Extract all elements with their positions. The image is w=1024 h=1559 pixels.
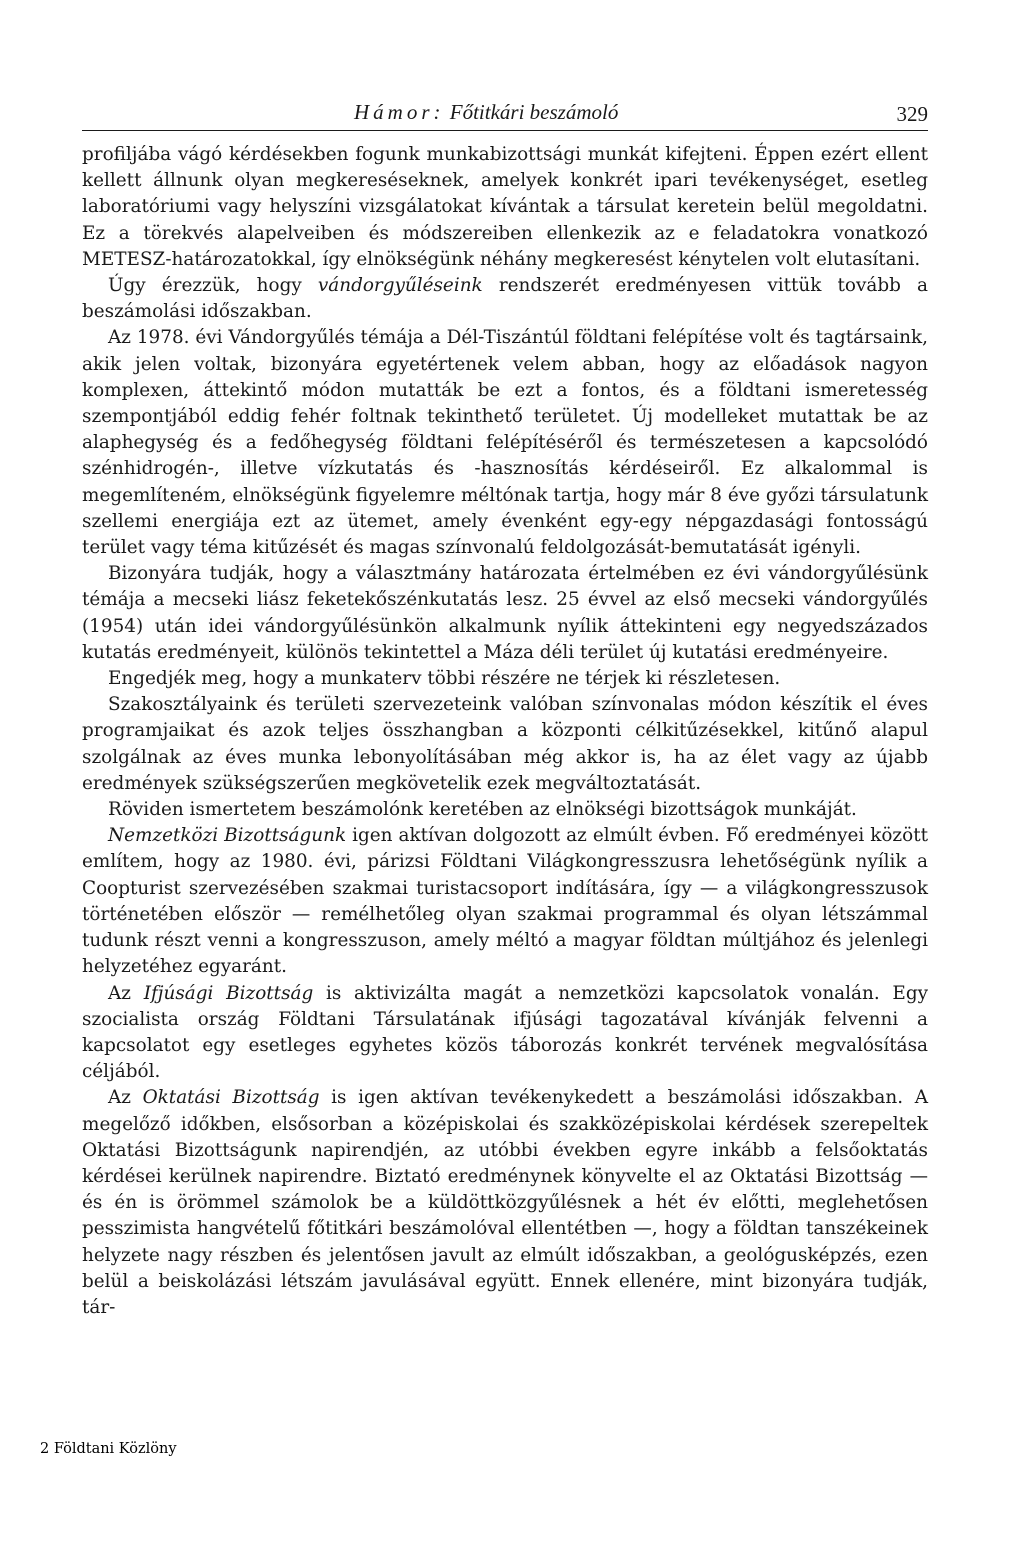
running-title: [354, 100, 618, 125]
italic-run: vándorgyűléseink: [317, 275, 483, 297]
text-run: Úgy érezzük, hogy: [108, 275, 318, 297]
running-header: [82, 100, 928, 124]
text-run: igen aktívan dolgozott az elmúlt évben. Fő eredményei között említem, hogy az 1980. évi, párizsi Földtani Világkongresszusra lehetőségünk nyílik a Coopturist szervezésében szakmai turistacsoport indítására, így — a világkongresszusok történetében először — remélhetőleg olyan szakmai programmal és olyan létszámmal tudunk részt venni a kongresszuson, amely méltó a magyar földtan múltjához és jelenlegi helyzetéhez egyaránt.: [82, 825, 928, 978]
text-run: Szakosztályaink és területi szervezeteink valóban színvonalas módon készítik el éves programjaikat és azok teljes összhangban a központi célkitűzésekkel, kitűnő alapul szolgálnak az éves munka lebonyolításában még akkor is, ha az élet vagy az újabb eredmények szükségszerűen megkövetelik ezek megváltoztatását.: [82, 694, 928, 794]
footer-signature: 2 Földtani Közlöny: [40, 1441, 177, 1457]
text-run: profiljába vágó kérdésekben fogunk munkabizottsági munkát kifejteni. Éppen ezért ellent kellett állnunk olyan megkereséseknek, amelyek konkrét ipari tevékenységet, esetleg laboratóriumi vagy helyszíni vizsgálatokat kívántak a társulat keretein belül megoldatni. Ez a törekvés alapelveiben és módszereiben ellenkezik az e feladatokra vonatkozó METESZ-határozatokkal, így elnökségünk néhány megkeresést kénytelen volt elutasítani.: [82, 144, 928, 270]
paragraph: [82, 981, 928, 1086]
paragraph: [82, 797, 928, 823]
text-run: Röviden ismertetem beszámolónk keretében az elnökségi bizottságok munkáját.: [108, 799, 857, 821]
running-author: Hámor:: [354, 100, 445, 124]
text-run: Az 1978. évi Vándorgyűlés témája a Dél-Tiszántúl földtani felépítése volt és tagtársaink, akik jelen voltak, bizonyára egyetértenek velem abban, hogy az előadások nagyon komplexen, áttekintő módon mutatták be ezt a fontos, és a földtani ismeretesség szempontjából eddig fehér foltnak tekinthető területet. Új modelleket mutattak be az alaphegység és a fedőhegység földtani felépítéséről és természetesen a kapcsolódó szénhidrogén-, illetve vízkutatás és -hasznosítás kérdéseiről. Ez alkalommal is megemlíteném, elnökségünk figyelemre méltónak tartja, hogy már 8 éve győzi társulatunk szellemi energiája ezt az ütemet, amely évenként egy-egy népgazdasági fontosságú terület vagy téma kitűzését és magas színvonalú feldolgozását-bemutatását igényli.: [82, 327, 928, 559]
paragraph: [82, 561, 928, 666]
paragraph: [82, 823, 928, 980]
paragraph: [82, 692, 928, 797]
text-run: Az: [108, 1087, 143, 1109]
header-rule: [82, 130, 928, 131]
paragraph: [82, 325, 928, 561]
page-number: 329: [896, 102, 928, 126]
italic-run: Nemzetközi Bizottságunk: [108, 825, 347, 847]
text-run: is aktivizálta magát a nemzetközi kapcsolatok vonalán. Egy szocialista ország Földtani Társulatának ifjúsági tagozatával kívánják felvenni a kapcsolatot egy esetleges egyhetes közös táborozás konkrét tervének megvalósítása céljából.: [82, 982, 928, 1083]
text-run: Engedjék meg, hogy a munkaterv többi részére ne térjek ki részletesen.: [108, 668, 781, 690]
text-run: is igen aktívan tevékenykedett a beszámolási időszakban. A megelőző időkben, elsősorban a középiskolai és szakközépiskolai kérdések szerepeltek Oktatási Bizottságunk napirendjén, az utóbbi években egyre inkább a felsőoktatás kérdései kerülnek napirendre. Biztató eredménynek könyvelte el az Oktatási Bizottság — és én is örömmel számolok be a küldöttközgyűlésnek a hét év előtti, meglehetősen pesszimista hangvételű főtitkári beszámolóval ellentétben —, hogy a földtan tanszékeinek helyzete nagy részben és jelentősen javult az elmúlt időszakban, a geológusképzés, ezen belül a beiskolázási létszám javulásával együtt. Ennek ellenére, mint bizonyára tudják, tár-: [82, 1087, 928, 1318]
paragraph: [82, 666, 928, 692]
text-run: rendszerét eredményesen vittük tovább a beszámolási időszakban.: [82, 275, 928, 323]
running-section-title: Főtitkári beszámoló: [449, 100, 619, 124]
italic-run: Ifjúsági Bizottság: [143, 982, 314, 1004]
paragraph: [82, 273, 928, 325]
body-text: [82, 142, 928, 1321]
text-run: Az: [108, 982, 144, 1004]
text-run: Bizonyára tudják, hogy a választmány határozata értelmében ez évi vándorgyűlésünk témája a mecseki liász feketekőszénkutatás lesz. 25 évvel az első mecseki vándorgyűlés (1954) után idei vándorgyűlésünkön alkalmunk nyílik áttekinteni egy negyedszázados kutatás eredményeit, különös tekintettel a Máza déli terület új kutatási eredményeire.: [82, 563, 928, 663]
paragraph: [82, 142, 928, 273]
paragraph: [82, 1085, 928, 1321]
italic-run: Oktatási Bizottság: [142, 1087, 320, 1109]
